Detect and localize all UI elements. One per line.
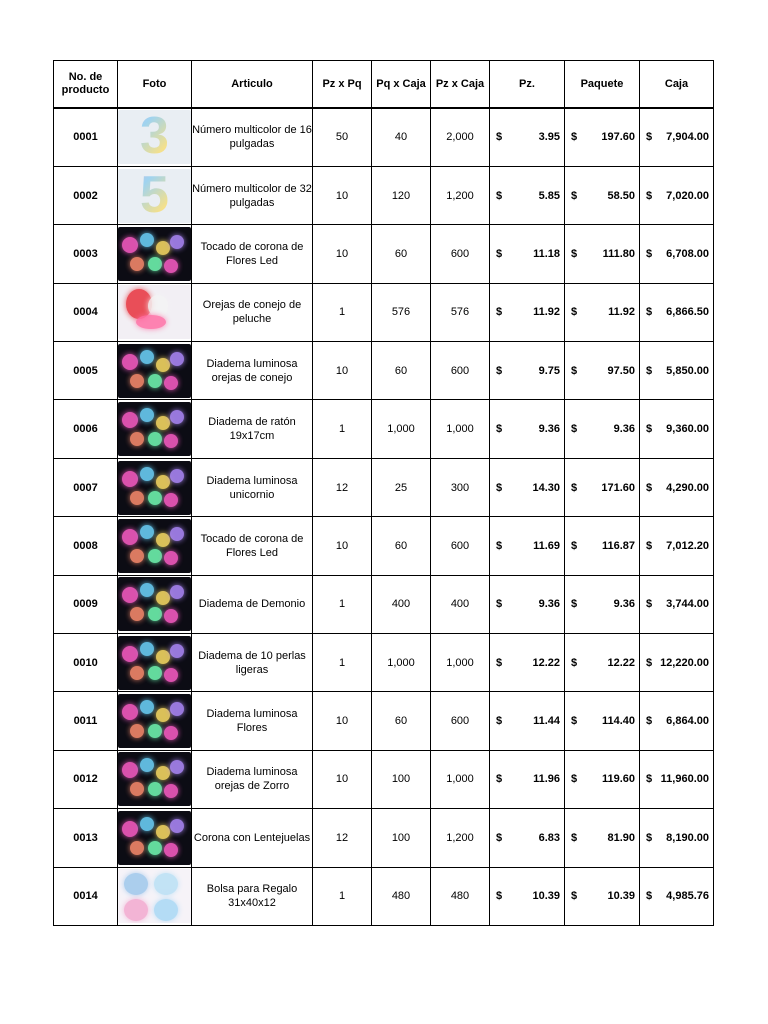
pieces-per-pack: 10 (313, 166, 372, 224)
product-number: 0014 (54, 867, 118, 925)
product-photo-cell (118, 225, 192, 283)
header-pq-x-caja: Pq x Caja (372, 61, 431, 109)
price-per-piece (490, 575, 565, 633)
pieces-per-box: 600 (431, 692, 490, 750)
price-per-pack (565, 634, 640, 692)
product-number: 0008 (54, 517, 118, 575)
currency-symbol: $ (496, 364, 503, 377)
number-5-balloon-icon: 5 (118, 169, 191, 223)
price-per-piece (490, 692, 565, 750)
price-per-piece (490, 108, 565, 166)
price-per-box-value: 4,985.76 (666, 890, 709, 903)
currency-symbol: $ (646, 890, 653, 903)
article-description: Orejas de conejo de peluche (192, 283, 313, 341)
price-per-piece (490, 634, 565, 692)
price-per-box-value: 4,290.00 (666, 481, 709, 494)
price-per-pack (565, 867, 640, 925)
product-photo-cell (118, 400, 192, 458)
article-description: Número multicolor de 32 pulgadas (192, 166, 313, 224)
pieces-per-box: 1,000 (431, 750, 490, 808)
price-per-pack (565, 400, 640, 458)
packs-per-box: 60 (372, 342, 431, 400)
product-photo-cell (118, 575, 192, 633)
led-flower-crown-icon (118, 227, 191, 281)
product-photo-cell (118, 809, 192, 867)
product-photo-cell (118, 342, 192, 400)
currency-symbol: $ (646, 364, 653, 377)
packs-per-box: 60 (372, 692, 431, 750)
table-row (54, 400, 714, 458)
header-articulo: Articulo (192, 61, 313, 109)
currency-symbol: $ (496, 189, 503, 202)
plush-bunny-ears-icon (118, 285, 191, 339)
price-per-piece-value: 3.95 (538, 131, 560, 144)
pieces-per-box: 600 (431, 342, 490, 400)
product-number: 0010 (54, 634, 118, 692)
pieces-per-pack: 10 (313, 225, 372, 283)
product-photo-cell (118, 750, 192, 808)
table-row (54, 750, 714, 808)
mouse-ears-headband-icon (118, 402, 191, 456)
currency-symbol: $ (496, 831, 503, 844)
product-photo-cell (118, 283, 192, 341)
table-row (54, 809, 714, 867)
price-per-pack-value: 171.60 (601, 481, 635, 494)
number-3-balloon-icon: 3 (118, 110, 191, 164)
price-per-pack (565, 750, 640, 808)
price-per-piece-value: 9.75 (538, 364, 560, 377)
currency-symbol: $ (646, 481, 653, 494)
article-description: Tocado de corona de Flores Led (192, 517, 313, 575)
price-per-piece (490, 166, 565, 224)
price-per-piece-value: 9.36 (538, 423, 560, 436)
currency-symbol: $ (571, 715, 578, 728)
price-per-box-value: 7,904.00 (666, 131, 709, 144)
pieces-per-box: 2,000 (431, 108, 490, 166)
pieces-per-pack: 10 (313, 750, 372, 808)
price-per-pack-value: 119.60 (601, 773, 635, 786)
currency-symbol: $ (571, 247, 578, 260)
pieces-per-pack: 1 (313, 283, 372, 341)
currency-symbol: $ (571, 481, 578, 494)
price-per-box-value: 12,220.00 (660, 656, 709, 669)
product-number: 0005 (54, 342, 118, 400)
price-per-pack (565, 692, 640, 750)
led-flower-crown-icon (118, 519, 191, 573)
pieces-per-box: 480 (431, 867, 490, 925)
header-caja: Caja (640, 61, 714, 109)
currency-symbol: $ (496, 539, 503, 552)
price-per-piece-value: 9.36 (538, 598, 560, 611)
price-per-pack-value: 12.22 (607, 656, 635, 669)
price-per-box (640, 575, 714, 633)
header-foto: Foto (118, 61, 192, 109)
article-description: Diadema luminosa orejas de Zorro (192, 750, 313, 808)
price-per-pack (565, 225, 640, 283)
pieces-per-box: 1,000 (431, 400, 490, 458)
pearl-headband-icon (118, 636, 191, 690)
price-per-pack (565, 342, 640, 400)
currency-symbol: $ (571, 131, 578, 144)
pieces-per-box: 600 (431, 225, 490, 283)
price-per-box (640, 517, 714, 575)
currency-symbol: $ (496, 481, 503, 494)
product-number: 0007 (54, 458, 118, 516)
price-per-pack (565, 108, 640, 166)
price-per-pack-value: 114.40 (601, 715, 635, 728)
currency-symbol: $ (646, 715, 653, 728)
table-row (54, 283, 714, 341)
currency-symbol: $ (571, 539, 578, 552)
price-per-piece (490, 867, 565, 925)
pieces-per-box: 300 (431, 458, 490, 516)
price-per-pack-value: 58.50 (607, 189, 635, 202)
article-description: Diadema de 10 perlas ligeras (192, 634, 313, 692)
pieces-per-pack: 10 (313, 342, 372, 400)
price-per-pack-value: 9.36 (613, 423, 635, 436)
product-number: 0004 (54, 283, 118, 341)
currency-symbol: $ (571, 598, 578, 611)
table-row (54, 867, 714, 925)
packs-per-box: 40 (372, 108, 431, 166)
product-number: 0002 (54, 166, 118, 224)
currency-symbol: $ (496, 715, 503, 728)
table-row (54, 342, 714, 400)
packs-per-box: 576 (372, 283, 431, 341)
price-per-pack (565, 517, 640, 575)
pieces-per-pack: 50 (313, 108, 372, 166)
article-description: Corona con Lentejuelas (192, 809, 313, 867)
header-paquete: Paquete (565, 61, 640, 109)
price-per-pack-value: 116.87 (601, 539, 635, 552)
currency-symbol: $ (571, 423, 578, 436)
currency-symbol: $ (571, 189, 578, 202)
currency-symbol: $ (646, 423, 653, 436)
currency-symbol: $ (496, 598, 503, 611)
currency-symbol: $ (571, 306, 578, 319)
pieces-per-pack: 10 (313, 517, 372, 575)
currency-symbol: $ (571, 656, 578, 669)
price-per-box-value: 3,744.00 (666, 598, 709, 611)
currency-symbol: $ (496, 131, 503, 144)
price-per-piece-value: 6.83 (538, 831, 560, 844)
currency-symbol: $ (646, 189, 653, 202)
devil-horns-headband-icon (118, 577, 191, 631)
product-number: 0009 (54, 575, 118, 633)
light-up-bunny-headband-icon (118, 344, 191, 398)
price-per-pack-value: 111.80 (602, 247, 635, 260)
currency-symbol: $ (646, 539, 653, 552)
price-per-box (640, 867, 714, 925)
table-row (54, 692, 714, 750)
currency-symbol: $ (496, 890, 503, 903)
article-description: Bolsa para Regalo 31x40x12 (192, 867, 313, 925)
gift-bag-icon (118, 869, 191, 923)
price-per-piece-value: 14.30 (532, 481, 560, 494)
currency-symbol: $ (496, 423, 503, 436)
price-per-box-value: 6,866.50 (666, 306, 709, 319)
currency-symbol: $ (646, 598, 653, 611)
currency-symbol: $ (646, 656, 653, 669)
price-per-box (640, 108, 714, 166)
price-per-piece (490, 283, 565, 341)
packs-per-box: 25 (372, 458, 431, 516)
product-photo-cell (118, 166, 192, 224)
packs-per-box: 1,000 (372, 400, 431, 458)
pieces-per-pack: 1 (313, 634, 372, 692)
price-per-box-value: 9,360.00 (666, 423, 709, 436)
pieces-per-pack: 12 (313, 809, 372, 867)
product-photo-cell (118, 867, 192, 925)
table-row (54, 634, 714, 692)
pieces-per-pack: 10 (313, 692, 372, 750)
article-description: Diadema luminosa orejas de conejo (192, 342, 313, 400)
product-price-table (53, 60, 714, 926)
price-per-piece (490, 458, 565, 516)
unicorn-headband-icon (118, 461, 191, 515)
product-number: 0011 (54, 692, 118, 750)
price-per-pack-value: 10.39 (607, 890, 635, 903)
price-per-pack-value: 81.90 (607, 831, 635, 844)
currency-symbol: $ (496, 773, 503, 786)
pieces-per-box: 1,000 (431, 634, 490, 692)
table-row (54, 458, 714, 516)
product-number: 0012 (54, 750, 118, 808)
packs-per-box: 400 (372, 575, 431, 633)
price-per-piece (490, 225, 565, 283)
price-per-box-value: 6,864.00 (666, 715, 709, 728)
pieces-per-pack: 1 (313, 867, 372, 925)
price-per-box-value: 7,012.20 (666, 539, 709, 552)
price-per-piece-value: 11.69 (533, 539, 560, 552)
price-per-pack-value: 11.92 (608, 306, 635, 319)
article-description: Diadema de ratón 19x17cm (192, 400, 313, 458)
table-row (54, 517, 714, 575)
currency-symbol: $ (646, 306, 653, 319)
price-per-pack (565, 809, 640, 867)
price-per-piece-value: 5.85 (538, 189, 560, 202)
currency-symbol: $ (646, 773, 653, 786)
table-row (54, 575, 714, 633)
product-photo-cell (118, 108, 192, 166)
price-per-box (640, 809, 714, 867)
currency-symbol: $ (571, 890, 578, 903)
currency-symbol: $ (496, 247, 503, 260)
price-per-piece-value: 11.92 (533, 306, 560, 319)
packs-per-box: 100 (372, 809, 431, 867)
currency-symbol: $ (571, 773, 578, 786)
table-row (54, 225, 714, 283)
packs-per-box: 1,000 (372, 634, 431, 692)
table-row (54, 166, 714, 224)
product-number: 0003 (54, 225, 118, 283)
product-number: 0006 (54, 400, 118, 458)
price-per-box (640, 750, 714, 808)
header-pz: Pz. (490, 61, 565, 109)
price-per-piece (490, 342, 565, 400)
currency-symbol: $ (571, 831, 578, 844)
price-per-piece-value: 11.96 (533, 773, 560, 786)
sequin-crown-icon (118, 811, 191, 865)
price-per-pack (565, 575, 640, 633)
price-per-pack-value: 97.50 (607, 364, 635, 377)
product-photo-cell (118, 692, 192, 750)
light-up-flower-headband-icon (118, 694, 191, 748)
packs-per-box: 60 (372, 517, 431, 575)
article-description: Diadema luminosa Flores (192, 692, 313, 750)
pieces-per-pack: 12 (313, 458, 372, 516)
currency-symbol: $ (496, 306, 503, 319)
pieces-per-pack: 1 (313, 575, 372, 633)
fox-ears-headband-icon (118, 752, 191, 806)
pieces-per-pack: 1 (313, 400, 372, 458)
price-per-box (640, 283, 714, 341)
header-row (54, 61, 714, 109)
pieces-per-box: 400 (431, 575, 490, 633)
article-description: Tocado de corona de Flores Led (192, 225, 313, 283)
product-photo-cell (118, 458, 192, 516)
price-per-box-value: 5,850.00 (666, 364, 709, 377)
price-per-box (640, 458, 714, 516)
pieces-per-box: 576 (431, 283, 490, 341)
article-description: Número multicolor de 16 pulgadas (192, 108, 313, 166)
price-per-piece (490, 517, 565, 575)
product-number: 0013 (54, 809, 118, 867)
price-per-piece (490, 750, 565, 808)
product-photo-cell (118, 634, 192, 692)
price-per-pack (565, 166, 640, 224)
currency-symbol: $ (646, 831, 653, 844)
price-per-box-value: 8,190.00 (666, 831, 709, 844)
price-per-piece-value: 10.39 (532, 890, 560, 903)
header-pz-x-pq: Pz x Pq (313, 61, 372, 109)
price-per-pack (565, 458, 640, 516)
price-per-box-value: 7,020.00 (666, 189, 709, 202)
currency-symbol: $ (646, 247, 653, 260)
currency-symbol: $ (571, 364, 578, 377)
article-description: Diadema luminosa unicornio (192, 458, 313, 516)
price-per-box (640, 166, 714, 224)
packs-per-box: 60 (372, 225, 431, 283)
packs-per-box: 120 (372, 166, 431, 224)
price-per-box (640, 400, 714, 458)
price-per-box-value: 6,708.00 (666, 247, 709, 260)
header-no-producto: No. de producto (54, 61, 118, 109)
price-per-box (640, 692, 714, 750)
pieces-per-box: 1,200 (431, 166, 490, 224)
price-per-box (640, 342, 714, 400)
price-per-pack-value: 197.60 (601, 131, 635, 144)
price-per-pack-value: 9.36 (613, 598, 635, 611)
price-per-piece-value: 11.44 (533, 715, 560, 728)
currency-symbol: $ (496, 656, 503, 669)
price-per-box (640, 225, 714, 283)
product-photo-cell (118, 517, 192, 575)
article-description: Diadema de Demonio (192, 575, 313, 633)
header-pz-x-caja: Pz x Caja (431, 61, 490, 109)
packs-per-box: 480 (372, 867, 431, 925)
price-per-piece-value: 12.22 (532, 656, 560, 669)
price-per-box (640, 634, 714, 692)
price-per-piece-value: 11.18 (533, 247, 560, 260)
price-per-piece (490, 809, 565, 867)
price-per-piece (490, 400, 565, 458)
price-per-box-value: 11,960.00 (660, 773, 709, 786)
packs-per-box: 100 (372, 750, 431, 808)
table-row (54, 108, 714, 166)
pieces-per-box: 600 (431, 517, 490, 575)
pieces-per-box: 1,200 (431, 809, 490, 867)
currency-symbol: $ (646, 131, 653, 144)
product-number: 0001 (54, 108, 118, 166)
price-per-pack (565, 283, 640, 341)
